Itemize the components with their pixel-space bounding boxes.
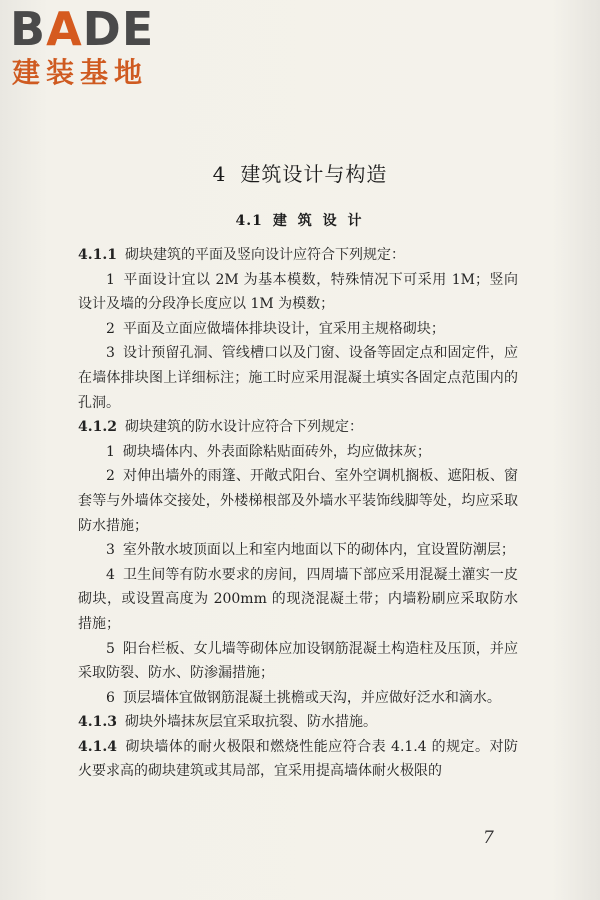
- logo-wordmark: BADE: [10, 2, 155, 56]
- clause-4-1-3: [78, 710, 518, 735]
- item-text: 平面设计宜以 2M 为基本模数，特殊情况下可采用 1M；竖向设计及墙的分段净长度应以 1M 为模数；: [78, 271, 518, 313]
- item-number: 4: [106, 566, 115, 583]
- list-item: [78, 341, 518, 415]
- list-item: [78, 637, 518, 686]
- list-item: [78, 563, 518, 637]
- list-item: [78, 464, 518, 538]
- chapter-title: 建筑设计与构造: [240, 162, 388, 186]
- page-number: 7: [483, 828, 494, 848]
- list-item: [78, 686, 518, 711]
- clause-number: 4.1.4: [78, 738, 117, 755]
- clause-4-1-2: [78, 415, 518, 440]
- item-number: 2: [106, 320, 115, 337]
- section-heading: [0, 210, 600, 230]
- clause-number: 4.1.3: [78, 714, 117, 731]
- list-item: [78, 268, 518, 317]
- clause-text: 砌块建筑的平面及竖向设计应符合下列规定：: [124, 247, 405, 263]
- item-number: 6: [106, 689, 115, 706]
- item-text: 阳台栏板、女儿墙等砌体应加设钢筋混凝土构造柱及压顶，并应采取防裂、防水、防渗漏措施；: [78, 640, 518, 682]
- item-number: 2: [106, 468, 115, 485]
- clause-4-1-4: [78, 735, 518, 784]
- item-number: 1: [106, 271, 115, 288]
- chapter-heading: [0, 158, 600, 187]
- clause-number: 4.1.1: [78, 247, 117, 263]
- clause-text: 砌块墙体的耐火极限和燃烧性能应符合表 4.1.4 的规定。对防火要求高的砌块建筑或其局部，宜采用提高墙体耐火极限的: [78, 738, 518, 780]
- item-number: 3: [106, 345, 115, 362]
- list-item: [78, 440, 518, 465]
- body-text: [78, 243, 518, 784]
- section-title: 建 筑 设 计: [272, 213, 365, 229]
- watermark-logo: [10, 2, 180, 92]
- clause-text: 砌块外墙抹灰层宜采取抗裂、防水措施。: [124, 714, 377, 731]
- clause-text: 砌块建筑的防水设计应符合下列规定：: [124, 419, 363, 436]
- item-text: 砌块墙体内、外表面除粘贴面砖外，均应做抹灰；: [122, 443, 431, 460]
- list-item: [78, 538, 518, 563]
- item-text: 平面及立面应做墙体排块设计，宜采用主规格砌块；: [122, 320, 445, 337]
- chapter-number: 4: [212, 162, 227, 186]
- list-item: [78, 317, 518, 342]
- item-text: 卫生间等有防水要求的房间，四周墙下部应采用混凝土灌实一皮砌块，或设置高度为 200mm 的现浇混凝土带；内墙粉刷应采取防水措施；: [78, 566, 518, 632]
- item-text: 对伸出墙外的雨篷、开敞式阳台、室外空调机搁板、遮阳板、窗套等与外墙体交接处，外楼梯根部及外墙水平装饰线脚等处，均应采取防水措施；: [78, 468, 518, 534]
- item-text: 室外散水坡顶面以上和室内地面以下的砌体内，宜设置防潮层；: [122, 542, 515, 559]
- section-number: 4.1: [235, 213, 263, 229]
- item-text: 设计预留孔洞、管线槽口以及门窗、设备等固定点和固定件，应在墙体排块图上详细标注；施工时应采用混凝土填实各固定点范围内的孔洞。: [78, 345, 518, 411]
- logo-subtitle: 建装基地: [12, 56, 149, 89]
- item-text: 顶层墙体宜做钢筋混凝土挑檐或天沟，并应做好泛水和滴水。: [122, 689, 501, 706]
- item-number: 1: [106, 443, 115, 460]
- clause-number: 4.1.2: [78, 419, 117, 436]
- item-number: 5: [106, 640, 115, 657]
- clause-4-1-1: [78, 243, 518, 268]
- item-number: 3: [106, 542, 115, 559]
